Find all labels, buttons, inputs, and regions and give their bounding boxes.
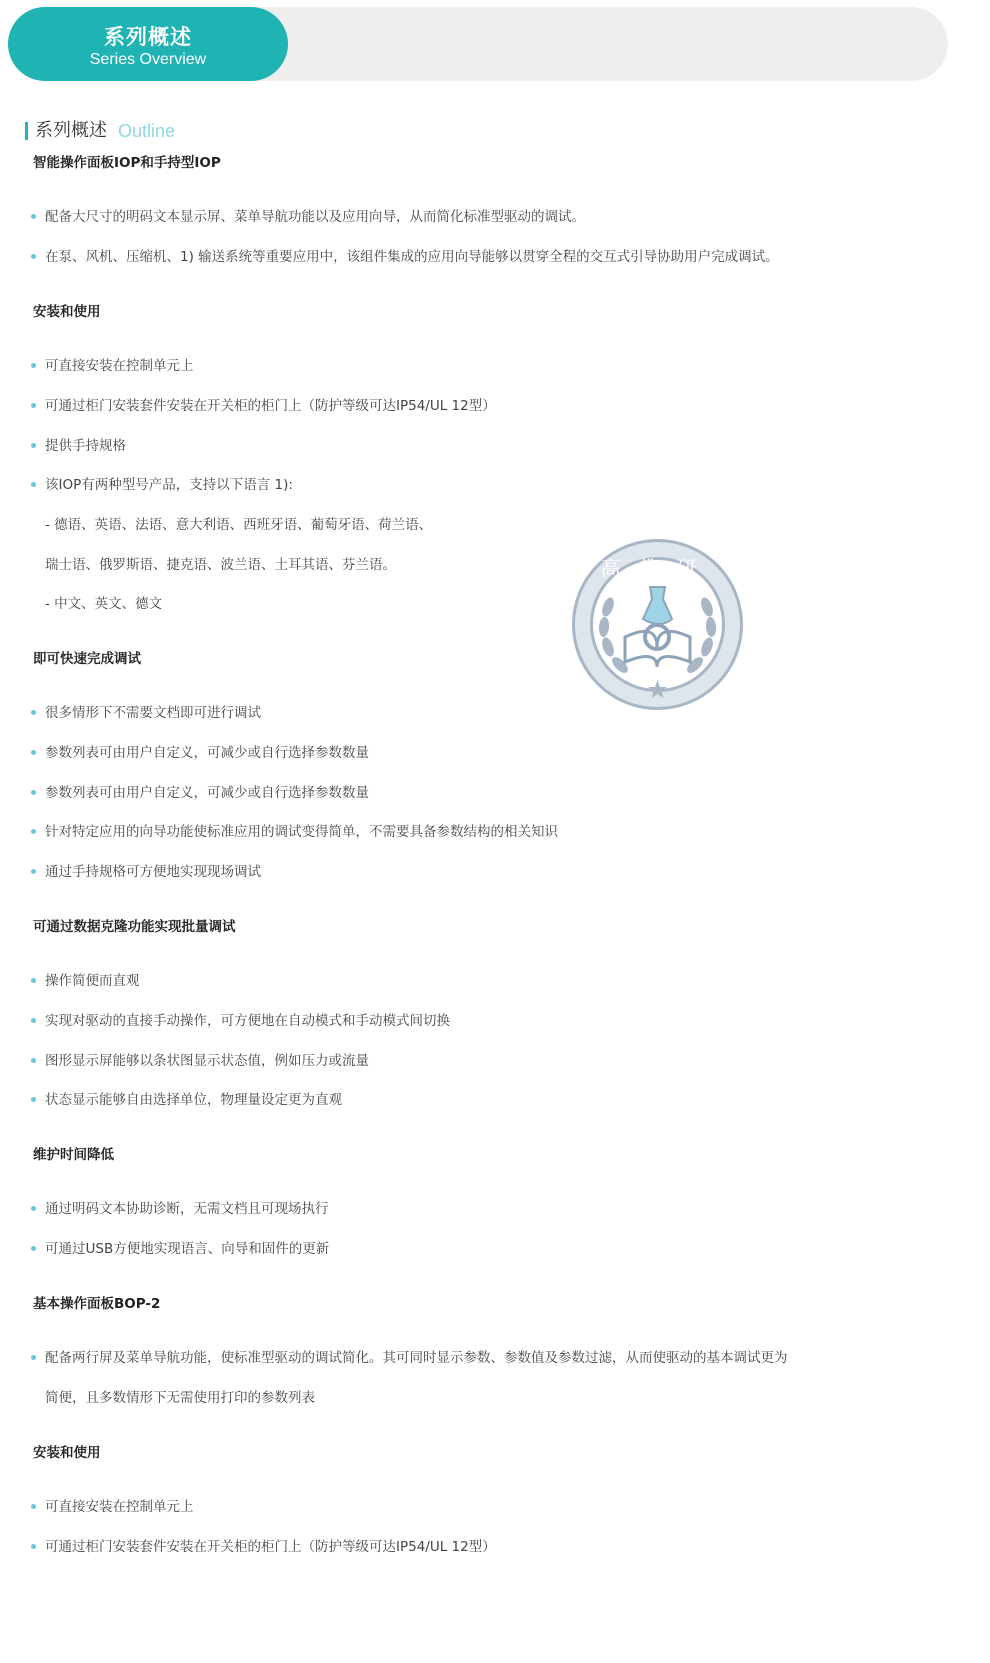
list-subline: - 德语、英语、法语、意大利语、西班牙语、葡萄牙语、荷兰语、 <box>45 517 433 533</box>
bullet-dot <box>31 790 36 795</box>
list-item: 可直接安装在控制单元上 <box>45 358 194 374</box>
section-title: 安装和使用 <box>33 1445 101 1461</box>
bullet-dot <box>31 750 36 755</box>
list-item: 可通过柜门安装套件安装在开关柜的柜门上（防护等级可达IP54/UL 12型） <box>45 1539 496 1555</box>
section-title: 安装和使用 <box>33 304 101 320</box>
bullet-dot <box>31 978 36 983</box>
bullet-dot <box>31 1504 36 1509</box>
bullet-dot <box>31 363 36 368</box>
list-item: 实现对驱动的直接手动操作，可方便地在自动模式和手动模式间切换 <box>45 1013 450 1029</box>
list-item: 提供手持规格 <box>45 438 126 454</box>
bullet-dot <box>31 254 36 259</box>
list-item: 通过明码文本协助诊断，无需文档且可现场执行 <box>45 1201 329 1217</box>
list-subline: - 中文、英文、德文 <box>45 596 163 612</box>
bullet-dot <box>31 1058 36 1063</box>
list-subline: 简便，且多数情形下无需使用打印的参数列表 <box>45 1390 315 1406</box>
header-title-cn: 系列概述 <box>104 25 192 49</box>
list-item: 图形显示屏能够以条状图显示状态值，例如压力或流量 <box>45 1053 369 1069</box>
list-item: 参数列表可由用户自定义，可减少或自行选择参数数量 <box>45 745 369 761</box>
bullet-dot <box>31 1097 36 1102</box>
bullet-dot <box>31 482 36 487</box>
section-title: 基本操作面板BOP-2 <box>33 1296 161 1312</box>
list-item: 该IOP有两种型号产品，支持以下语言 1): <box>45 477 293 493</box>
bullet-dot <box>31 710 36 715</box>
bullet-dot <box>31 1206 36 1211</box>
bullet-dot <box>31 214 36 219</box>
list-item: 很多情形下不需要文档即可进行调试 <box>45 705 261 721</box>
list-item: 可通过柜门安装套件安装在开关柜的柜门上（防护等级可达IP54/UL 12型） <box>45 398 496 414</box>
outline-title-en: Outline <box>118 121 176 141</box>
list-item: 参数列表可由用户自定义，可减少或自行选择参数数量 <box>45 785 369 801</box>
bullet-dot <box>31 869 36 874</box>
bullet-dot <box>31 443 36 448</box>
list-item: 可直接安装在控制单元上 <box>45 1499 194 1515</box>
list-subline: 瑞士语、俄罗斯语、捷克语、波兰语、土耳其语、芬兰语。 <box>45 557 396 573</box>
list-item: 针对特定应用的向导功能使标准应用的调试变得简单，不需要具备参数结构的相关知识 <box>45 824 558 840</box>
list-item: 可通过USB方便地实现语言、向导和固件的更新 <box>45 1241 330 1257</box>
list-item: 配备两行屏及菜单导航功能，使标准型驱动的调试简化。其可同时显示参数、参数值及参数过滤，从而使驱动的基本调试更为 <box>45 1350 788 1366</box>
list-item: 通过手持规格可方便地实现现场调试 <box>45 864 261 880</box>
seal-text: 高教研 <box>600 556 715 580</box>
outline-title-cn: 系列概述 <box>35 120 107 141</box>
header-pill <box>8 7 288 81</box>
bullet-dot <box>31 403 36 408</box>
bullet-dot <box>31 1544 36 1549</box>
list-item: 状态显示能够自由选择单位，物理量设定更为直观 <box>45 1092 342 1108</box>
bullet-dot <box>31 1246 36 1251</box>
section-title: 可通过数据克隆功能实现批量调试 <box>33 919 236 935</box>
list-item: 配备大尺寸的明码文本显示屏、菜单导航功能以及应用向导，从而简化标准型驱动的调试。 <box>45 209 585 225</box>
header-title-en: Series Overview <box>89 51 207 68</box>
bullet-dot <box>31 1018 36 1023</box>
section-title: 维护时间降低 <box>33 1147 114 1163</box>
outline-accent-bar <box>25 122 28 140</box>
watermark-seal <box>570 537 745 712</box>
bullet-dot <box>31 1355 36 1360</box>
list-item: 操作简便而直观 <box>45 973 140 989</box>
list-item: 在泵、风机、压缩机、1) 输送系统等重要应用中，该组件集成的应用向导能够以贯穿全程的交互式引导协助用户完成调试。 <box>45 249 779 265</box>
section-title: 智能操作面板IOP和手持型IOP <box>33 155 221 171</box>
bullet-dot <box>31 829 36 834</box>
section-title: 即可快速完成调试 <box>33 651 141 667</box>
